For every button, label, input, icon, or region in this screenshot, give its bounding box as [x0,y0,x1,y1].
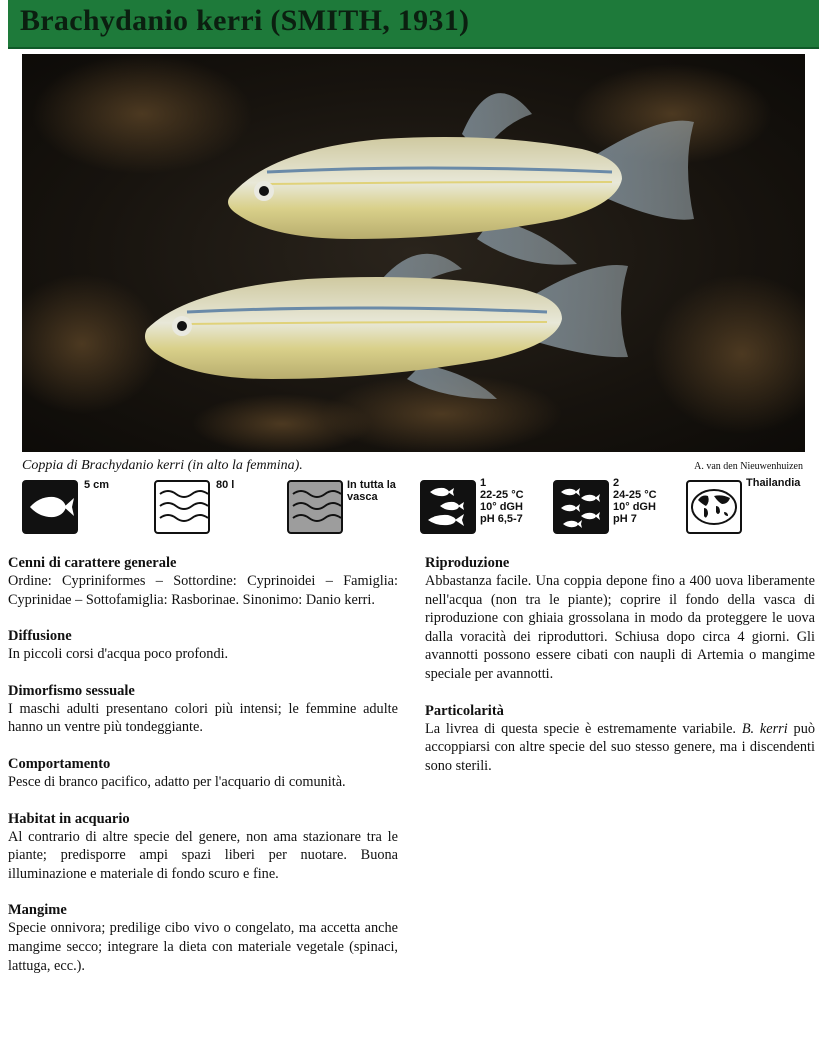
section-heading: Particolarità [425,702,504,719]
left-column [8,554,398,993]
swim-zone-icon [287,480,343,534]
size-block [22,478,142,536]
breeding1-temp: 22-25 °C [480,489,524,501]
section-mangime [8,901,398,975]
volume-block [154,478,264,536]
right-column [425,554,815,793]
breeding1-hardness: 10° dGH [480,501,523,513]
info-icons-row [0,478,827,538]
breeding2-temp: 24-25 °C [613,489,657,501]
breeding1-number: 1 [480,477,487,489]
fish-size-icon [22,480,78,534]
text-part: La livrea di questa specie è estremamente variabile. [425,720,742,737]
section-dimorfismo [8,682,398,737]
section-riproduzione [425,554,815,684]
swim-zone-label: In tutta la vasca [347,479,396,503]
photo-caption: Coppia di Brachydanio kerri (in alto la femmina). [22,458,303,473]
section-heading: Diffusione [8,628,72,645]
section-heading: Riproduzione [425,555,510,571]
region-block [686,478,816,536]
photo-credit: A. van den Nieuwenhuizen [694,461,803,472]
section-text: In piccoli corsi d'acqua poco profondi. [8,646,229,663]
fish-photo [22,54,805,452]
section-text: Abbastanza facile. Una coppia depone fino a 400 uova liberamente nell'acqua (non tra le piante); coprire il fondo della vasca di riproduzione con ghiaia grossolana in modo da proteggere le uova dalla voracità dei riproduttori. Schiusa dopo circa 4 giorni. Gli avannotti possono essere cibati con naupli di Artemia o mangime speciale per avannotti. [425,573,815,682]
section-text [425,720,815,776]
page-title: Brachydanio kerri (SMITH, 1931) [20,4,470,37]
swim-zone-block [287,478,412,536]
section-particolarita [425,702,815,776]
fish-school-icon [553,480,609,534]
section-heading: Comportamento [8,755,111,772]
section-comportamento [8,755,398,792]
section-heading: Cenni di carattere generale [8,555,177,571]
breeding1-ph: pH 6,5-7 [480,513,523,525]
text-part: può accoppiarsi con altre specie del suo stesso genere, ma i discendenti sono sterili. [425,720,815,774]
section-diffusione [8,627,398,664]
species-name: B. kerri [741,720,788,737]
section-text: Pesce di branco pacifico, adatto per l'acquario di comunità. [8,773,346,790]
section-heading: Habitat in acquario [8,810,130,827]
region-label: Thailandia [746,477,801,489]
globe-icon [686,480,742,534]
section-heading: Dimorfismo sessuale [8,682,135,699]
breeding2-number: 2 [613,477,620,489]
section-text: Ordine: Cypriniformes – Sottordine: Cyprinoidei – Famiglia: Cyprinidae – Sottofamiglia: Rasborinae. Sinonimo: Danio kerri. [8,573,398,608]
breeding2-hardness: 10° dGH [613,501,656,513]
section-habitat [8,810,398,884]
size-label: 5 cm [84,479,110,491]
volume-label: 80 l [216,479,235,491]
section-text: Al contrario di altre specie del genere, non ama stazionare tra le piante; predisporre ampi spazi liberi per nuotare. Buona illuminazione e materiale di fondo scuro e fine. [8,828,398,882]
section-text: Specie onnivora; predilige cibo vivo o congelato, ma accetta anche mangime secco; integrare la dieta con materiale vegetale (spinaci, lattuga, ecc.). [8,920,398,974]
section-generale [8,554,398,609]
section-text: I maschi adulti presentano colori più intensi; le femmine adulte hanno un ventre più tondeggiante. [8,700,398,736]
tank-volume-icon [154,480,210,534]
breeding2-ph: pH 7 [613,513,637,525]
breeding1-block [420,478,550,536]
fish-group-icon [420,480,476,534]
title-bar [8,0,819,49]
section-heading: Mangime [8,902,67,919]
breeding2-block [553,478,683,536]
